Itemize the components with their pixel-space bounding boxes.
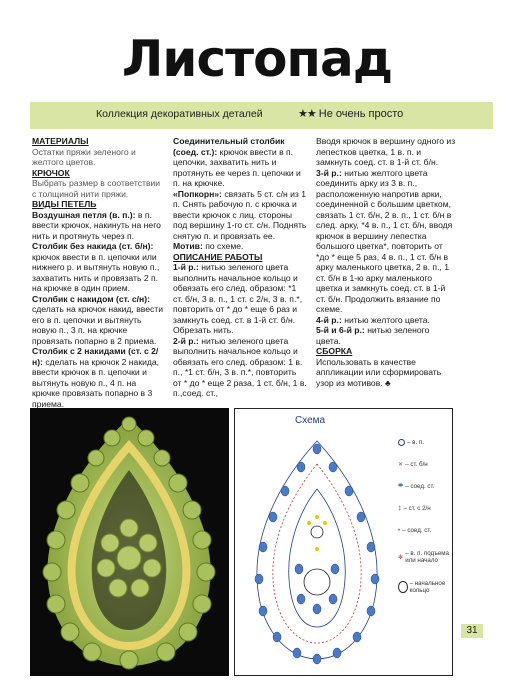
chain-loop-icon [398,439,405,446]
stitch-sn: Столбик с накидом (ст. с/н): сделать на крючок накид, ввести его в п. цепочки и вытянуть новую п., 3 п. на крючке провязать попарно в 2 приема. [32,293,164,346]
slip-stitch-icon: • [398,526,401,534]
row-4: 4-й р.: нитью желтого цвета. [316,314,430,325]
row-2-continued: Вводя крючок в вершину одного из лепестков цветка, 1 в. п. и замкнуть соед. ст. в 1-й ст. б/н. [316,136,456,167]
scheme-diagram [237,419,397,674]
legend-start: ✻ – в. п. подъема или начало [398,550,449,564]
stitch-popcorn: «Попкорн»: связать 5 ст. с/н из 1 п. Снять рабочую п. с крючка и ввести крючок с лиц. стороны под вершину 1-го ст. с/н. Поднять снятую п. и провязать ее. [173,188,307,241]
stitch-vp: Воздушная петля (в. п.): в п. ввести крючок, накинуть на него нить и протянуть через п. [32,209,161,241]
assembly-heading: СБОРКА [316,346,353,356]
column-materials [32,136,166,409]
legend-vp: – в. п. [398,431,453,453]
hook-heading: КРЮЧОК [32,167,70,178]
stitch-sbn: Столбик без накида (ст. б/н): крючок ввести в п. цепочки или нижнего р. и вытянуть новую п., захватить нить и провязать 2 п. на крючке в один прием. [32,241,160,293]
page-title: Листопад [121,30,393,88]
magic-ring-icon [398,581,408,593]
row-1: 1-й р.: нитью зеленого цвета выполнить начальное кольцо и обвязать его след. образом: *1 ст. б/н, 3 в. п., 1 ст. с 2/н, 3 в. п.*, повторить от * до * еще 6 раз и замкнуть соед. ст. в 1-й ст. б/н. Обрезать нить. [173,262,303,335]
crochet-leaf-image [30,408,229,676]
scheme-legend [398,431,453,601]
clover-icon: ♣ [385,377,391,388]
assembly-text: Использовать в качестве аппликации или сформировать узор из мотивов. ♣ [316,356,442,388]
description-heading: ОПИСАНИЕ РАБОТЫ [173,251,263,262]
difficulty-label [298,107,403,120]
scheme-title: Схема [295,415,326,426]
motif-line: Мотив: по схеме. [173,241,244,251]
motif-photo [30,408,229,676]
row-5-6: 5-й и 6-й р.: нитью зеленого цвета. [316,325,430,346]
legend-sc: • – соед. ст. [398,526,432,534]
start-arrow-icon: ✻ [398,553,404,561]
difficulty-stars-icon: ★★ [298,108,316,120]
page-number: 31 [461,624,483,638]
column-rows [316,136,456,388]
collection-subtitle: Коллекция декоративных деталей [96,108,263,120]
row-3: 3-й р.: нитью желтого цвета соединить арку из 3 в. п., расположенную напротив арки, соединенной с большим цветком, связать 1 ст. б/н, 2 в. п., 1 ст. б/н в след. арку, *4 в. п., 1 ст. б/н, вводя крючок в вершину лепестка большого цветка*, повторить от *до * еще 5 раз, 4 в. п., 1 ст. б/н в арку маленького цветка, 2 в. п., 1 ст. б/н в 1-ю арку маленького цветка и замкнуть соед. ст. в 1-й ст. б/н. Продолжить вязание по схеме. [316,167,453,314]
materials-heading: МАТЕРИАЛЫ [32,136,89,146]
stitch-s2n: Столбик с 2 накидами (ст. с 2/н): сделать на крючок 2 накида, ввести крючок в п. цепочки и вытянуть новую п., 4 п. на крючке провязать попарно в 3 приема. [32,346,160,409]
legend-popcorn: ⬬ – соед. ст. [398,482,435,490]
legend-ring: – начальное кольцо [398,573,453,601]
row-2: 2-й р.: нитью зеленого цвета выполнить начальное кольцо и обвязать его след. образом: 1 в. п., *1 ст. б/н, 3 в. п.*, повторить от * до * еще 2 раза, 1 ст. б/н, 1 в. п.,соед. ст., [173,335,307,398]
crochet-scheme [234,408,453,676]
difficulty-text: Не очень просто [318,108,404,120]
double-treble-icon: ‡ [398,504,402,512]
legend-sbn: ✕ – ст. б/н [398,460,428,468]
single-crochet-icon: ✕ [398,460,404,468]
stitch-sc: Соединительный столбик (соед. ст.): крючок ввести в п. цепочки, захватить нить и протянуть ее через п. цепочки и п. на крючке. [173,136,301,188]
popcorn-icon: ⬬ [398,482,404,489]
hook-text: Выбрать размер в соответствии с толщиной нити пряжи. [32,178,161,199]
materials-text: Остатки пряжи зеленого и желтого цветов. [32,146,136,167]
loops-heading: ВИДЫ ПЕТЕЛЬ [32,199,97,209]
legend-s2n: ‡ – ст. с 2/н [398,504,431,512]
column-stitches [173,136,307,399]
